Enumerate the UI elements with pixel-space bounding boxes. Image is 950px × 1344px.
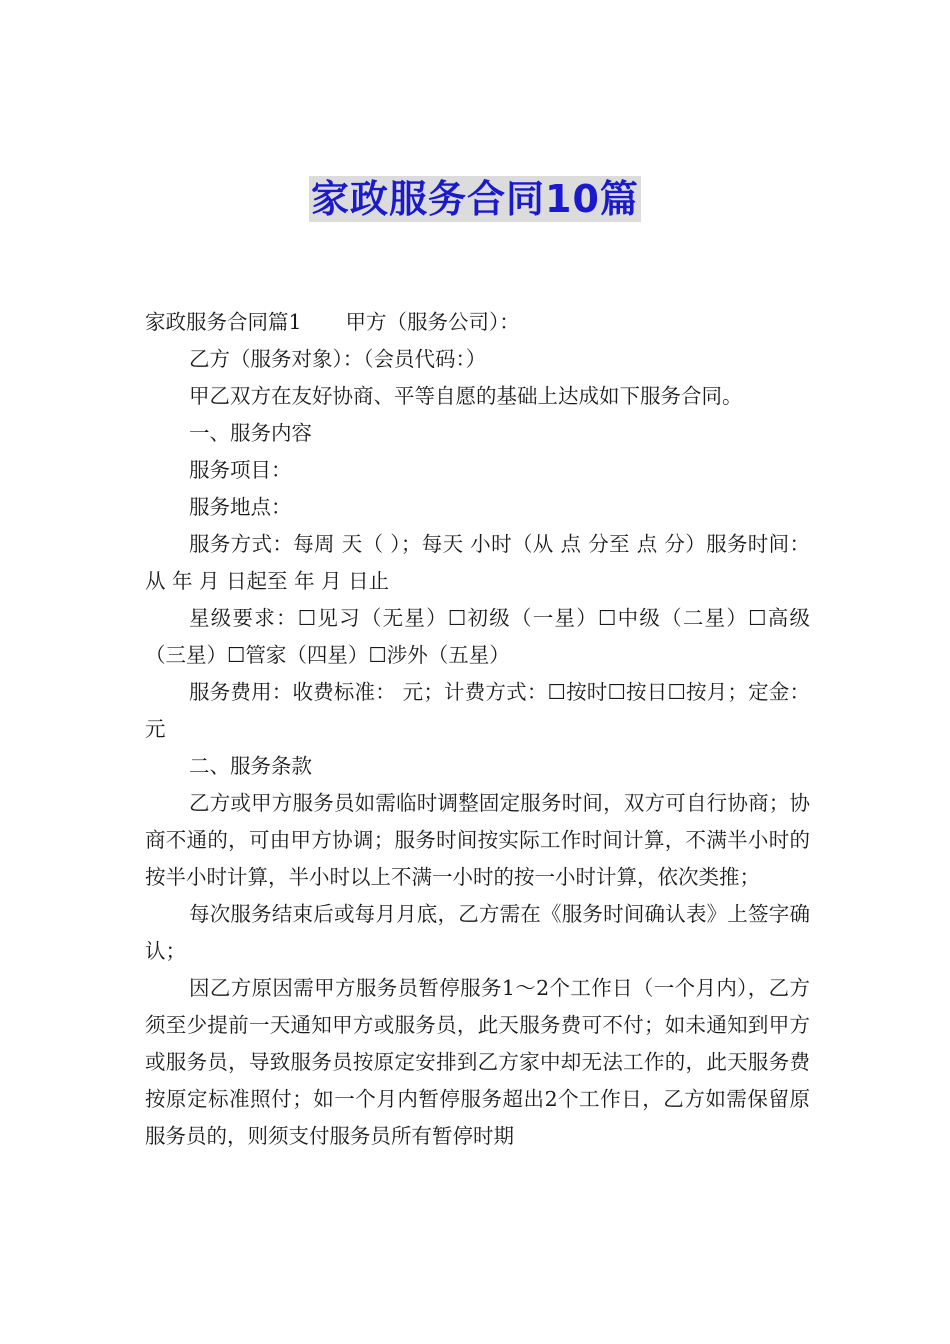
document-title: 家政服务合同10篇 xyxy=(311,177,639,221)
title-wrap xyxy=(0,176,950,222)
paragraph: 每次服务结束后或每月月底，乙方需在《服务时间确认表》上签字确认； xyxy=(145,902,810,963)
paragraph: 服务费用：收费标准： 元；计费方式：☐按时☐按日☐按月；定金： 元 xyxy=(145,680,810,741)
party-a-label: 甲方（服务公司）： xyxy=(345,310,520,334)
section-heading: 二、服务条款 xyxy=(189,754,312,778)
section-heading: 一、服务内容 xyxy=(189,421,312,445)
paragraph: 乙方（服务对象）：（会员代码：） xyxy=(189,347,487,371)
paragraph-heading-line xyxy=(145,304,810,341)
paragraph: 服务地点： xyxy=(189,495,292,519)
paragraph: 乙方或甲方服务员如需临时调整固定服务时间，双方可自行协商；协商不通的，可由甲方协调；服务时间按实际工作时间计算，不满半小时的按半小时计算，半小时以上不满一小时的按一小时计算，依次类推； xyxy=(145,791,810,889)
contract-number-label: 家政服务合同篇1 xyxy=(145,310,302,334)
paragraph: 因乙方原因需甲方服务员暂停服务1～2个工作日（一个月内），乙方须至少提前一天通知甲方或服务员，此天服务费可不付；如未通知到甲方或服务员，导致服务员按原定安排到乙方家中却无法工作的，此天服务费按原定标准照付；如一个月内暂停服务超出2个工作日，乙方如需保留原服务员的，则须支付服务员所有暂停时期 xyxy=(145,976,810,1148)
paragraph: 服务方式：每周 天（ ）；每天 小时（从 点 分至 点 分）服务时间：从 年 月 日起至 年 月 日止 xyxy=(145,532,810,593)
document-body xyxy=(145,304,810,1155)
paragraph: 星级要求：☐见习（无星）☐初级（一星）☐中级（二星）☐高级（三星）☐管家（四星）☐涉外（五星） xyxy=(145,606,810,667)
paragraph: 服务项目： xyxy=(189,458,292,482)
paragraph: 甲乙双方在友好协商、平等自愿的基础上达成如下服务合同。 xyxy=(189,384,743,408)
